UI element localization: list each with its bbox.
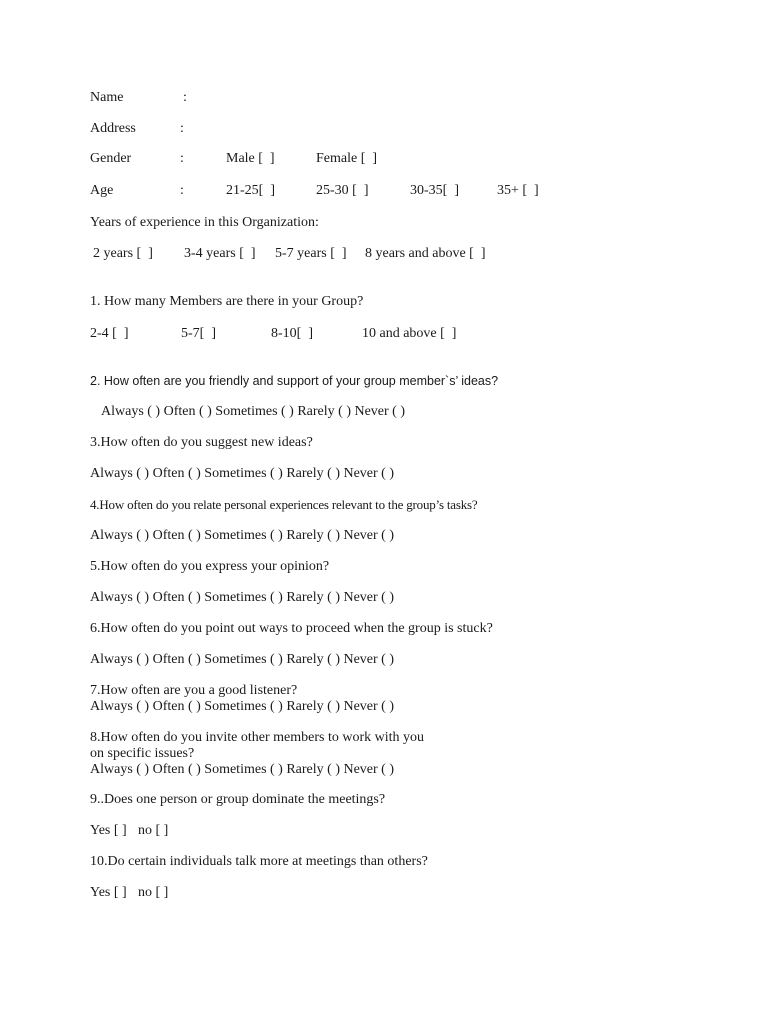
age-option-25-30[interactable]: 25-30 [ ]: [316, 183, 369, 198]
experience-option-3-4[interactable]: 3-4 years [ ]: [184, 246, 256, 261]
experience-label: Years of experience in this Organization:: [90, 215, 319, 230]
question-10: 10.Do certain individuals talk more at meetings than others?: [90, 854, 428, 869]
q9-yes-option[interactable]: Yes [ ]: [90, 823, 127, 838]
q3-answers[interactable]: Always ( ) Often ( ) Sometimes ( ) Rarely ( ) Never ( ): [90, 466, 395, 481]
question-3: 3.How often do you suggest new ideas?: [90, 435, 313, 450]
gender-option-male[interactable]: Male [ ]: [226, 151, 275, 166]
q1-option-10-plus[interactable]: 10 and above [ ]: [362, 326, 457, 341]
experience-option-5-7[interactable]: 5-7 years [ ]: [275, 246, 347, 261]
q10-no-option[interactable]: no [ ]: [138, 885, 169, 900]
question-7: 7.How often are you a good listener?: [90, 683, 298, 698]
age-option-35-plus[interactable]: 35+ [ ]: [497, 183, 539, 198]
name-colon: :: [183, 90, 187, 105]
q5-answers[interactable]: Always ( ) Often ( ) Sometimes ( ) Rarely ( ) Never ( ): [90, 590, 395, 605]
q9-no-option[interactable]: no [ ]: [138, 823, 169, 838]
question-8-line-1: 8.How often do you invite other members to work with you: [90, 730, 425, 745]
q6-answers[interactable]: Always ( ) Often ( ) Sometimes ( ) Rarely ( ) Never ( ): [90, 652, 395, 667]
q1-option-2-4[interactable]: 2-4 [ ]: [90, 326, 129, 341]
experience-option-8-plus[interactable]: 8 years and above [ ]: [365, 246, 486, 261]
q1-option-8-10[interactable]: 8-10[ ]: [271, 326, 313, 341]
age-colon: :: [180, 183, 184, 198]
gender-colon: :: [180, 151, 184, 166]
question-2: 2. How often are you friendly and support of your group member`s’ ideas?: [90, 374, 499, 388]
q2-answers[interactable]: Always ( ) Often ( ) Sometimes ( ) Rarely ( ) Never ( ): [101, 404, 406, 419]
age-label: Age: [90, 183, 114, 198]
question-1: 1. How many Members are there in your Group?: [90, 294, 364, 309]
gender-label: Gender: [90, 151, 132, 166]
name-label: Name: [90, 90, 124, 105]
experience-option-2[interactable]: 2 years [ ]: [93, 246, 153, 261]
age-option-21-25[interactable]: 21-25[ ]: [226, 183, 275, 198]
question-4: 4.How often do you relate personal experiences relevant to the group’s tasks?: [90, 497, 478, 512]
q4-answers[interactable]: Always ( ) Often ( ) Sometimes ( ) Rarely ( ) Never ( ): [90, 528, 395, 543]
question-5: 5.How often do you express your opinion?: [90, 559, 330, 574]
question-8-line-2: on specific issues?: [90, 746, 195, 761]
address-colon: :: [180, 121, 184, 136]
q8-answers[interactable]: Always ( ) Often ( ) Sometimes ( ) Rarely ( ) Never ( ): [90, 762, 395, 777]
question-6: 6.How often do you point out ways to proceed when the group is stuck?: [90, 621, 493, 636]
address-label: Address: [90, 121, 136, 136]
age-option-30-35[interactable]: 30-35[ ]: [410, 183, 459, 198]
q10-yes-option[interactable]: Yes [ ]: [90, 885, 127, 900]
question-9: 9..Does one person or group dominate the meetings?: [90, 792, 386, 807]
q7-answers[interactable]: Always ( ) Often ( ) Sometimes ( ) Rarely ( ) Never ( ): [90, 699, 395, 714]
q1-option-5-7[interactable]: 5-7[ ]: [181, 326, 216, 341]
gender-option-female[interactable]: Female [ ]: [316, 151, 378, 166]
